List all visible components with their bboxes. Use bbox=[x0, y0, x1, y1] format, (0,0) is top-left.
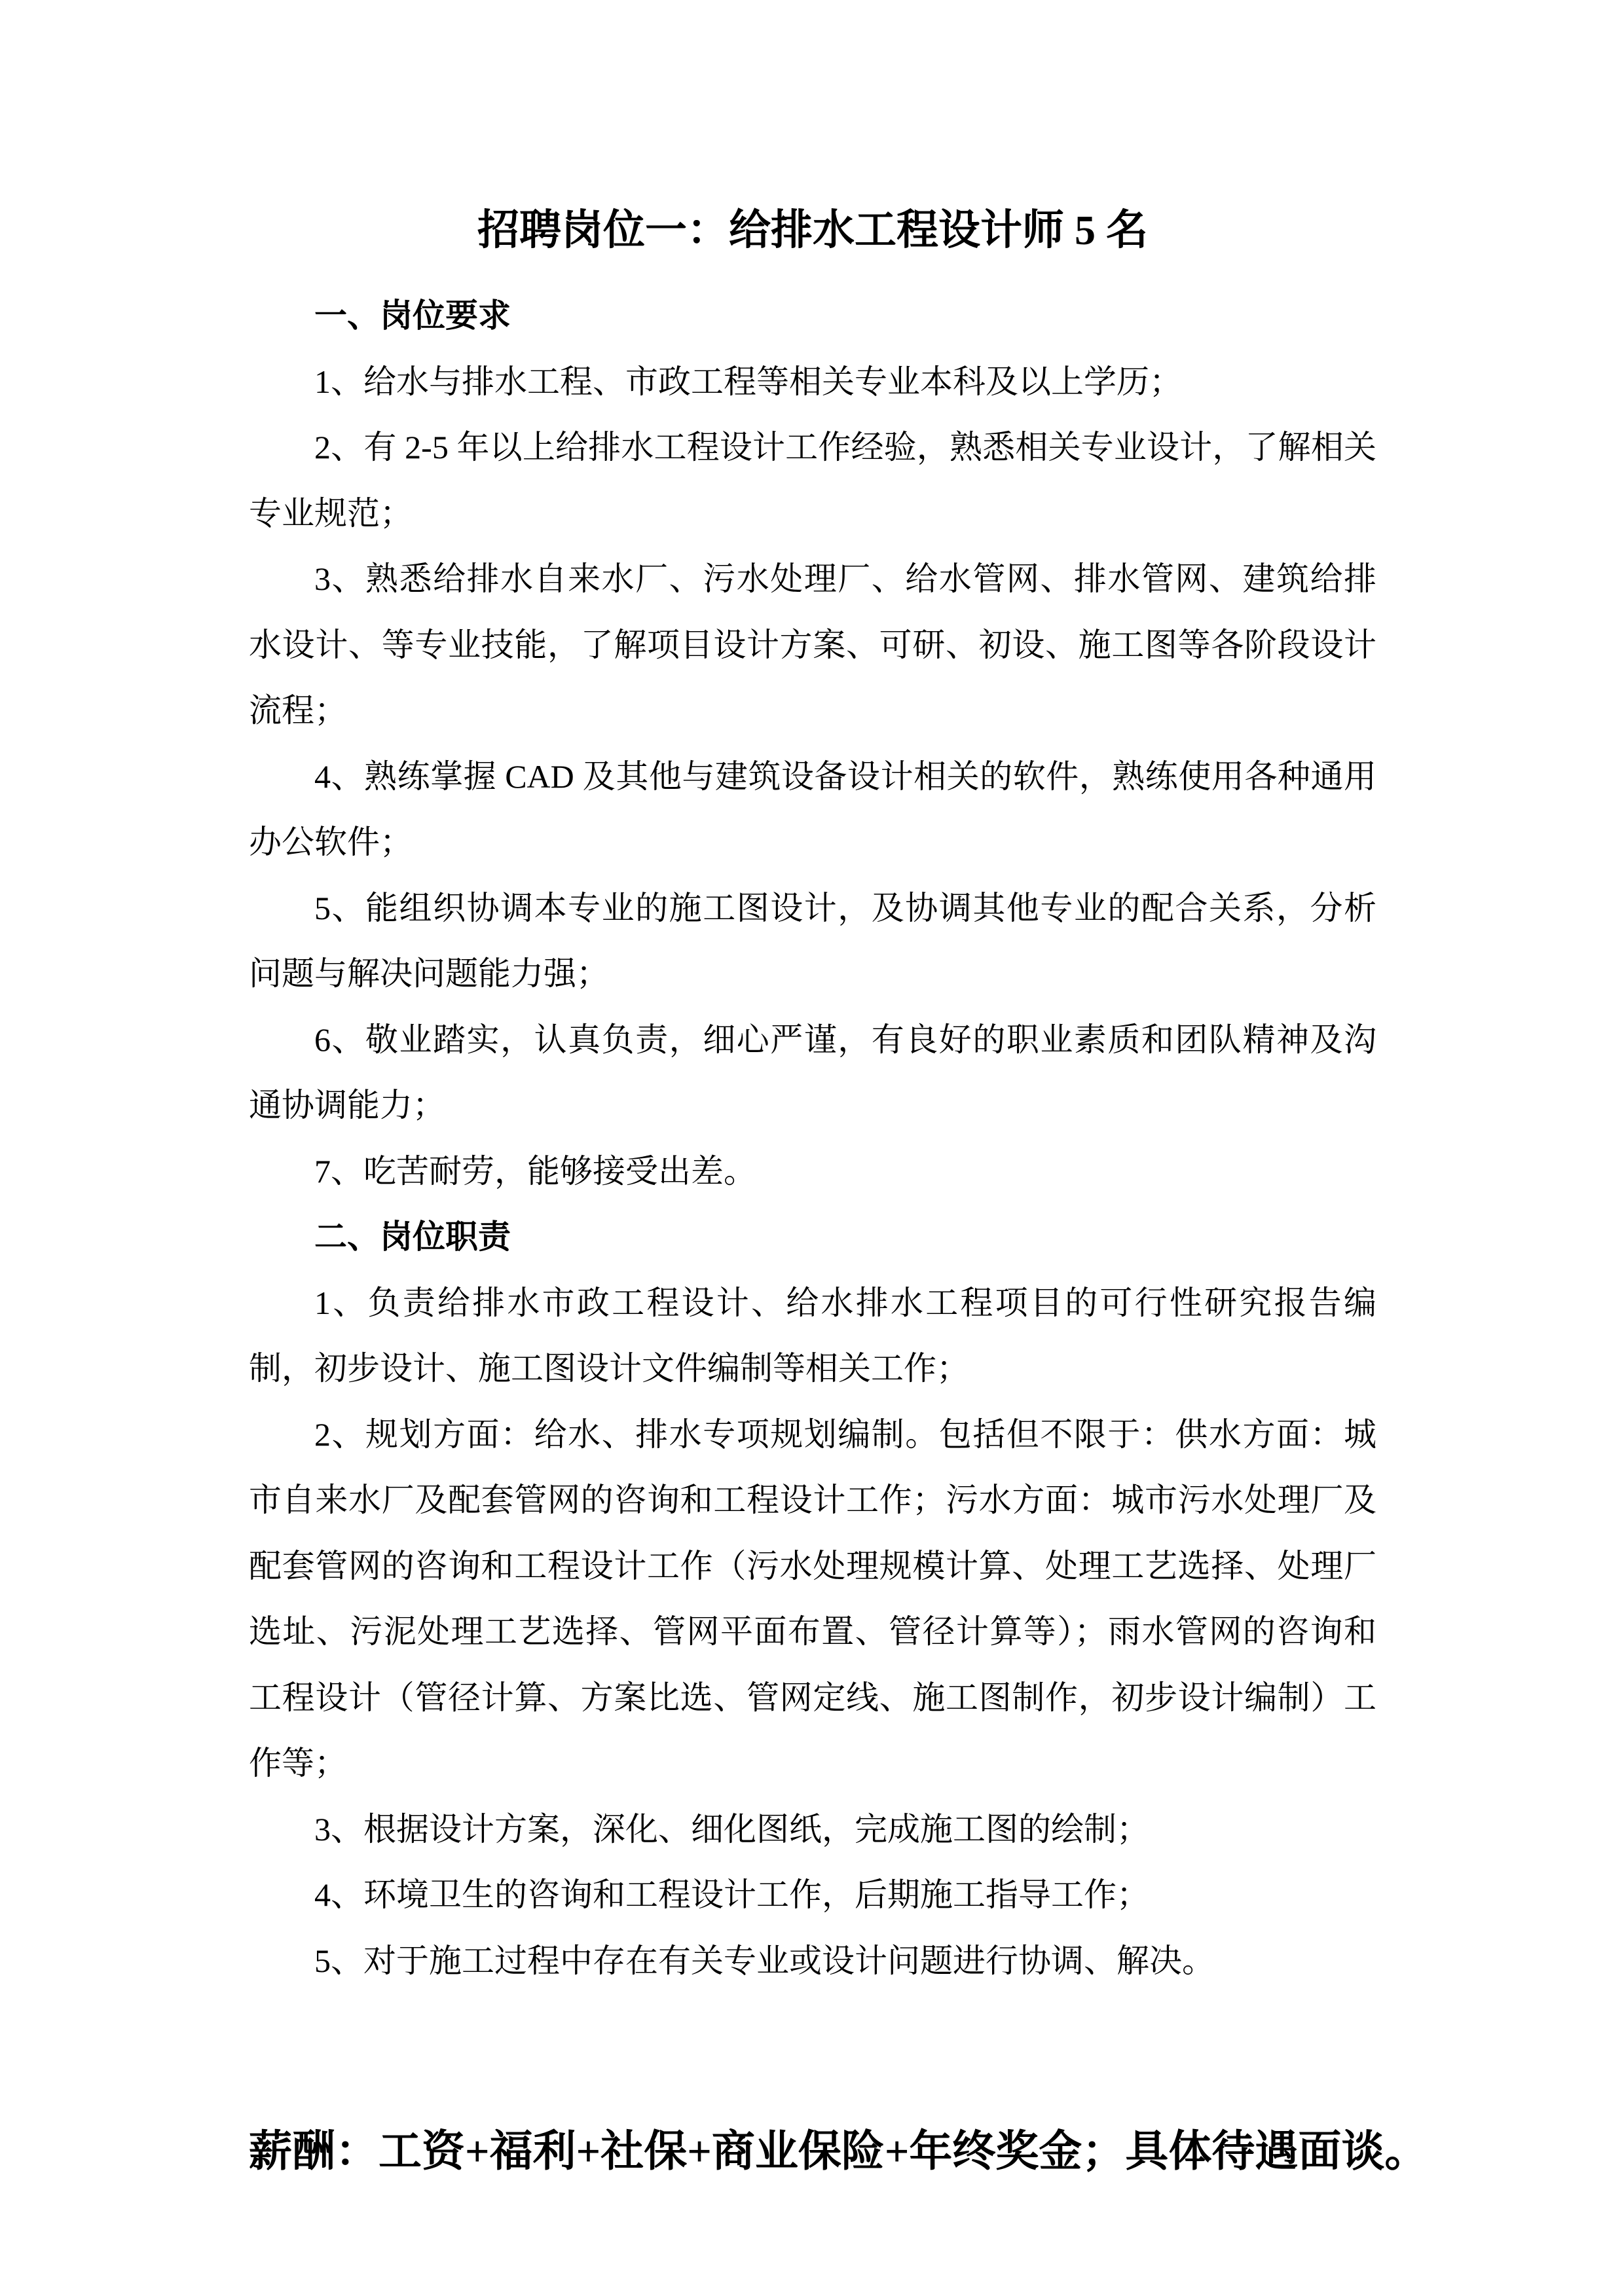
salary-line: 薪酬：工资+福利+社保+商业保险+年终奖金；具体待遇面谈。 bbox=[249, 2128, 1428, 2176]
responsibility-item-1: 1、负责给排水市政工程设计、给水排水工程项目的可行性研究报告编制，初步设计、施工图设计文件编制等相关工作； bbox=[249, 1284, 1376, 1387]
section-heading-requirements: 一、岗位要求 bbox=[314, 297, 511, 334]
section-heading-responsibilities: 二、岗位职责 bbox=[314, 1218, 511, 1255]
responsibility-item-3: 3、根据设计方案，深化、细化图纸，完成施工图的绘制； bbox=[314, 1810, 1149, 1848]
requirement-item-2: 2、有 2-5 年以上给排水工程设计工作经验，熟悉相关专业设计，了解相关专业规范； bbox=[249, 429, 1376, 532]
requirement-item-7: 7、吃苦耐劳，能够接受出差。 bbox=[314, 1152, 756, 1190]
document-body bbox=[249, 283, 1376, 1994]
requirement-item-6: 6、敬业踏实，认真负责，细心严谨，有良好的职业素质和团队精神及沟通协调能力； bbox=[249, 1021, 1376, 1123]
responsibility-item-4: 4、环境卫生的咨询和工程设计工作，后期施工指导工作； bbox=[314, 1876, 1149, 1913]
requirement-item-4: 4、熟练掌握 CAD 及其他与建筑设备设计相关的软件，熟练使用各种通用办公软件； bbox=[249, 757, 1376, 860]
requirement-item-3: 3、熟悉给排水自来水厂、污水处理厂、给水管网、排水管网、建筑给排水设计、等专业技能，了解项目设计方案、可研、初设、施工图等各阶段设计流程； bbox=[249, 560, 1376, 729]
responsibility-item-2: 2、规划方面：给水、排水专项规划编制。包括但不限于：供水方面：城市自来水厂及配套管网的咨询和工程设计工作；污水方面：城市污水处理厂及配套管网的咨询和工程设计工作（污水处理规模计算、处理工艺选择、处理厂选址、污泥处理工艺选择、管网平面布置、管径计算等）；雨水管网的咨询和工程设计（管径计算、方案比选、管网定线、施工图制作，初步设计编制）工作等； bbox=[249, 1415, 1376, 1781]
responsibility-item-5: 5、对于施工过程中存在有关专业或设计问题进行协调、解决。 bbox=[314, 1942, 1215, 1979]
requirement-item-5: 5、能组织协调本专业的施工图设计，及协调其他专业的配合关系，分析问题与解决问题能力强； bbox=[249, 889, 1376, 992]
requirement-item-1: 1、给水与排水工程、市政工程等相关专业本科及以上学历； bbox=[314, 363, 1182, 400]
document-title: 招聘岗位一：给排水工程设计师 5 名 bbox=[477, 207, 1148, 253]
